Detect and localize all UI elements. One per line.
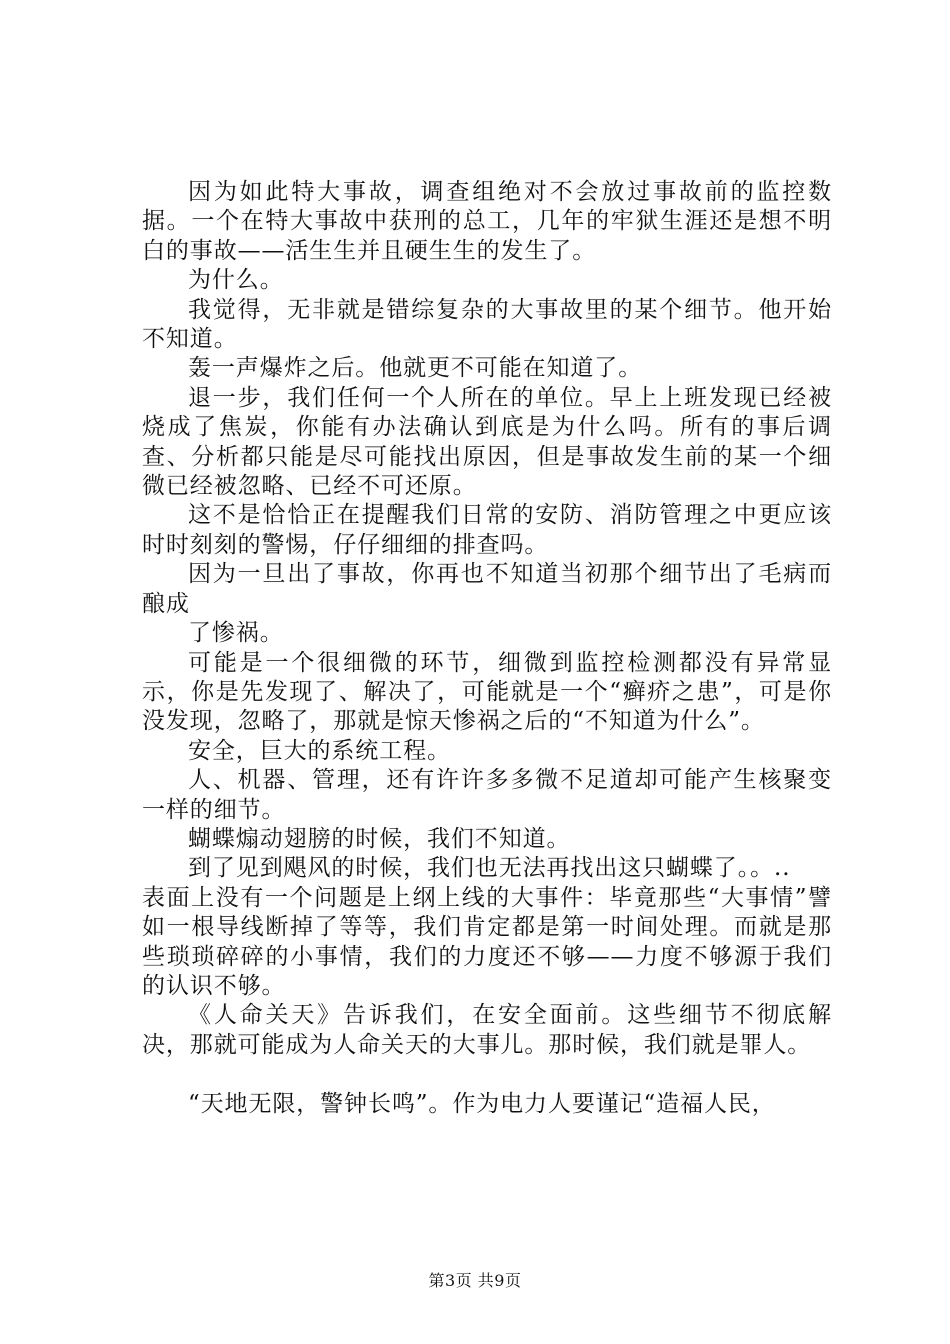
paragraph-6: 这不是恰恰正在提醒我们日常的安防、消防管理之中更应该时时刻刻的警惕，仔仔细细的排查吗。	[142, 502, 832, 558]
paragraph-spacer	[142, 1060, 832, 1090]
paragraph-8: 了惨祸。	[188, 620, 284, 647]
paragraph-5: 退一步，我们任何一个人所在的单位。早上上班发现已经被烧成了焦炭，你能有办法确认到底是为什么吗。所有的事后调查、分析都只能是尽可能找出原因，但是事故发生前的某一个细微已经被忽略、已经不可还原。	[142, 384, 832, 500]
paragraph-11: 人、机器、管理，还有许许多多微不足道却可能产生核聚变一样的细节。	[142, 767, 832, 823]
paragraph-14: 表面上没有一个问题是上纲上线的大事件：毕竟那些“大事情”譬如一根导线断掉了等等，我们肯定都是第一时间处理。而就是那些琐琐碎碎的小事情，我们的力度还不够——力度不够源于我们的认识不够。	[142, 884, 832, 999]
paragraph-2: 为什么。	[188, 267, 284, 294]
paragraph-10: 安全，巨大的系统工程。	[188, 737, 451, 764]
document-body	[142, 178, 832, 1120]
paragraph-9: 可能是一个很细微的环节，细微到监控检测都没有异常显示，你是先发现了、解决了，可能就是一个“癣疥之患”，可是你没发现，忽略了，那就是惊天惨祸之后的“不知道为什么”。	[142, 649, 832, 735]
paragraph-16: “天地无限，警钟长鸣”。作为电力人要谨记“造福人民，	[188, 1091, 776, 1118]
page-number-footer: 第3页 共9页	[428, 1271, 522, 1290]
paragraph-7: 因为一旦出了事故，你再也不知道当初那个细节出了毛病而酿成	[142, 561, 832, 617]
paragraph-3: 我觉得，无非就是错综复杂的大事故里的某个细节。他开始不知道。	[142, 296, 832, 353]
paragraph-12: 蝴蝶煽动翅膀的时候，我们不知道。	[188, 825, 571, 852]
paragraph-4: 轰一声爆炸之后。他就更不可能在知道了。	[188, 355, 643, 382]
paragraph-13: 到了见到飓风的时候，我们也无法再找出这只蝴蝶了。。..	[188, 855, 791, 882]
paragraph-15: 《人命关天》告诉我们，在安全面前。这些细节不彻底解决，那就可能成为人命关天的大事儿。那时候，我们就是罪人。	[142, 1002, 832, 1058]
paragraph-1: 因为如此特大事故，调查组绝对不会放过事故前的监控数据。一个在特大事故中获刑的总工，几年的牢狱生涯还是想不明白的事故——活生生并且硬生生的发生了。	[142, 179, 832, 264]
